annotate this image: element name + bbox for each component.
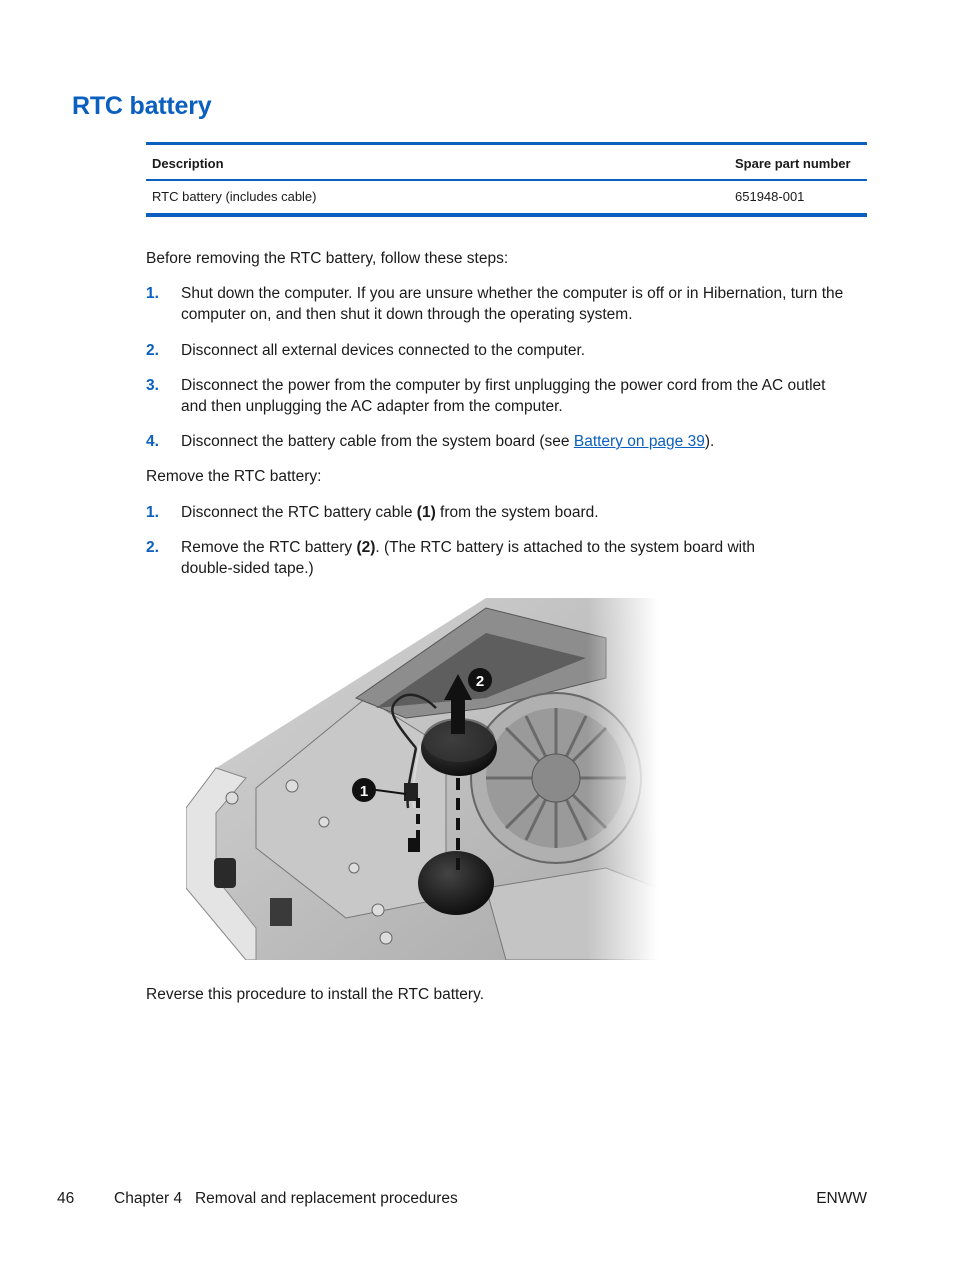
column-header-description: Description (146, 144, 729, 181)
step-text-before: Remove the RTC battery (181, 539, 357, 556)
prep-step-4 (146, 431, 846, 452)
rtc-battery-removal-illustration (186, 598, 658, 960)
step-text-after: from the system board. (435, 504, 599, 521)
chapter-title: Chapter 4 Removal and replacement procedures (114, 1190, 458, 1207)
closing-text: Reverse this procedure to install the RTC battery. (146, 986, 484, 1003)
step-text (181, 431, 846, 452)
step-number: 2. (146, 342, 159, 359)
remove-intro-text: Remove the RTC battery: (146, 468, 322, 485)
step-number: 1. (146, 285, 159, 302)
step-number: 2. (146, 539, 159, 556)
callout-ref: (2) (356, 539, 376, 556)
step-number: 3. (146, 377, 159, 394)
page-number: 46 (57, 1190, 75, 1207)
step-text (181, 502, 846, 523)
step-text-after: ). (704, 433, 715, 450)
step-text-before: Disconnect the RTC battery cable (181, 504, 417, 521)
step-text: Shut down the computer. If you are unsure whether the computer is off or in Hibernation, turn the computer on, and then shut it down through the operating system. (181, 285, 844, 323)
step-text: Disconnect all external devices connected to the computer. (181, 342, 586, 359)
step-text (181, 537, 811, 579)
step-number: 1. (146, 504, 159, 521)
footer-right-label: ENWW (816, 1190, 867, 1207)
prep-step-1 (146, 283, 846, 325)
callout-ref: (1) (416, 504, 436, 521)
table-cell-part-number: 651948-001 (729, 180, 867, 215)
prep-step-2 (146, 340, 846, 361)
table-header-row (146, 144, 867, 181)
section-title: RTC battery (72, 92, 212, 120)
intro-text: Before removing the RTC battery, follow these steps: (146, 250, 509, 267)
column-header-part-number: Spare part number (729, 144, 867, 181)
battery-page-link[interactable]: Battery on page 39 (573, 433, 705, 450)
remove-step-1 (146, 502, 846, 523)
spare-parts-table (146, 142, 867, 217)
step-text-before: Disconnect the battery cable from the system board (see (181, 433, 574, 450)
step-number: 4. (146, 433, 159, 450)
table-row (146, 180, 867, 215)
table-cell-description: RTC battery (includes cable) (146, 180, 729, 215)
step-text: Disconnect the power from the computer by first unplugging the power cord from the AC outlet and then unplugging the AC adapter from the computer. (181, 377, 826, 415)
step-text-after: . (The RTC battery is attached to the system board with double-sided tape.) (181, 539, 756, 577)
prep-step-3 (146, 375, 846, 417)
remove-step-2 (146, 537, 811, 579)
